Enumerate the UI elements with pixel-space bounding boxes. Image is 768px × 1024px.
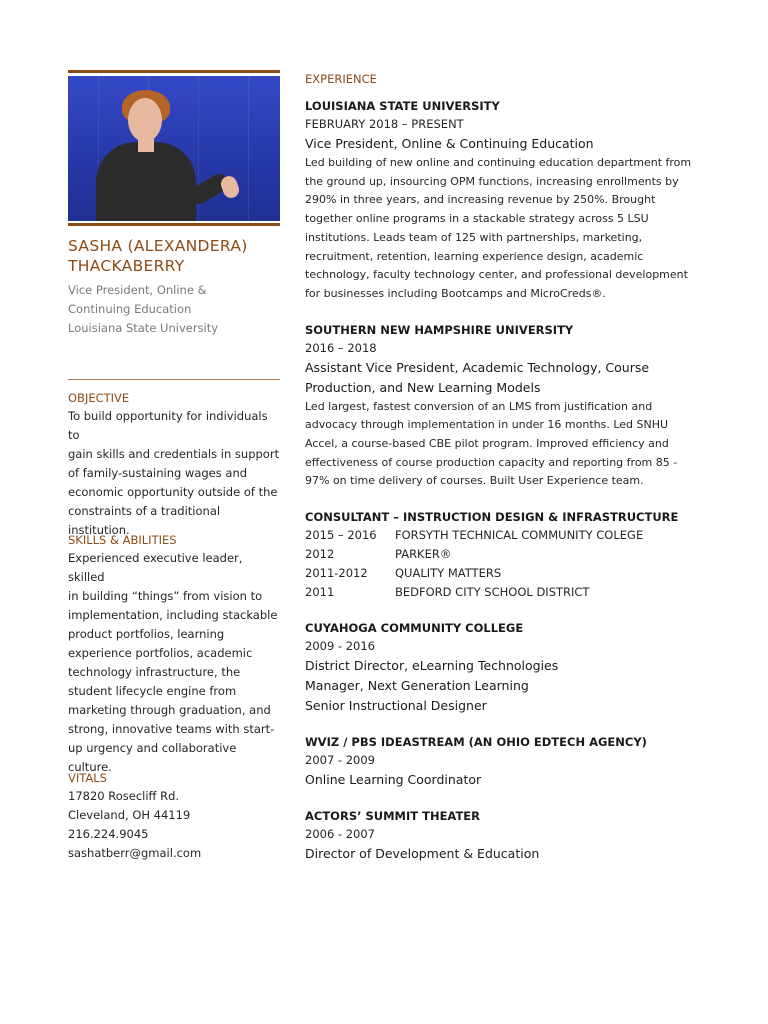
job-description: Led building of new online and continuing education department from the ground up, insourcing OPM functions, increasing enrollments by 290% in three years, and increasing revenue by 250%. Brought together online programs in a stackable strategy across 5 LSU institutions. Leads team of 125 with partnerships, marketing, recruitment, retention, learning experience design, academic technology, faculty technology center, and professional development for businesses including Bootcamps and MicroCreds®. [305, 156, 692, 300]
profile-photo [68, 76, 280, 221]
person-title: Vice President, Online & Continuing Education Louisiana State University [68, 283, 219, 335]
job-lsu [305, 97, 705, 304]
job-role: Vice President, Online & Continuing Education [305, 136, 594, 151]
job-role: Manager, Next Generation Learning [305, 678, 529, 694]
objective-text: To build opportunity for individuals to gain skills and credentials in support of family-sustaining wages and economic opportunity outside of the constraints of a traditional institution. [68, 409, 280, 537]
job-role: Director of Development & Education [305, 846, 540, 862]
job-consultant [305, 508, 705, 602]
person-name: SASHA (ALEXANDERA) THACKABERRY [68, 237, 248, 275]
job-role: Assistant Vice President, Academic Technology, Course Production, and New Learning Models [305, 359, 650, 395]
job-dates: 2016 – 2018 [305, 340, 377, 355]
consult-row: 2011 BEDFORD CITY SCHOOL DISTRICT [305, 585, 590, 600]
vitals-email: sashatberr@gmail.com [68, 846, 202, 860]
org-name: CUYAHOGA COMMUNITY COLLEGE [305, 621, 524, 636]
job-wviz [305, 733, 705, 790]
experience-heading: EXPERIENCE [305, 72, 377, 86]
skills-section [68, 531, 280, 777]
job-role: Senior Instructional Designer [305, 698, 487, 714]
top-accent-bar [68, 70, 280, 73]
org-name: LOUISIANA STATE UNIVERSITY [305, 99, 500, 113]
job-description: Led largest, fastest conversion of an LMS from justification and advocacy through implementation in under 16 months. Led SNHU Accel, a course-based CBE pilot program. Improved efficiency and effectiveness of course production capacity and reporting from 85 - 97% on time delivery of courses. Built User Experience team. [305, 399, 678, 488]
job-dates: 2006 - 2007 [305, 827, 375, 842]
consult-row: 2015 – 2016 FORSYTH TECHNICAL COMMUNITY COLEGE [305, 528, 644, 543]
org-name: WVIZ / PBS IDEASTREAM (AN OHIO EDTECH AGENCY) [305, 735, 647, 750]
objective-section [68, 379, 280, 540]
job-dates: 2009 - 2016 [305, 639, 375, 654]
job-dates: 2007 - 2009 [305, 753, 375, 768]
vitals-address-line1: 17820 Rosecliff Rd. [68, 789, 180, 803]
job-actors-summit [305, 807, 705, 864]
skills-text: Experienced executive leader, skilled in building “things” from vision to implementation, including stackable product portfolios, learning experience portfolios, academic technology infrastructure, the student lifecycle engine from marketing through graduation, and strong, innovative teams with start- up urgency and collaborative culture. [68, 551, 278, 774]
consult-row: 2012 PARKER® [305, 547, 452, 562]
org-name: CONSULTANT – INSTRUCTION DESIGN & INFRASTRUCTURE [305, 510, 679, 525]
objective-heading: OBJECTIVE [68, 391, 130, 405]
section-divider [68, 379, 280, 380]
org-name: SOUTHERN NEW HAMPSHIRE UNIVERSITY [305, 322, 574, 337]
job-role: District Director, eLearning Technologies [305, 658, 559, 674]
vitals-heading: VITALS [68, 771, 107, 785]
org-name: ACTORS’ SUMMIT THEATER [305, 809, 480, 824]
experience-section [305, 70, 705, 864]
skills-heading: SKILLS & ABILITIES [68, 533, 177, 547]
vitals-phone: 216.224.9045 [68, 827, 149, 841]
profile-card [68, 70, 280, 338]
job-snhu [305, 321, 705, 492]
vitals-address-line2: Cleveland, OH 44119 [68, 808, 191, 822]
job-role: Online Learning Coordinator [305, 772, 482, 788]
job-dates: FEBRUARY 2018 – PRESENT [305, 117, 464, 131]
consult-row: 2011-2012 QUALITY MATTERS [305, 566, 502, 581]
vitals-section [68, 769, 280, 863]
job-tri-c [305, 619, 705, 716]
photo-accent-bar [68, 223, 280, 226]
